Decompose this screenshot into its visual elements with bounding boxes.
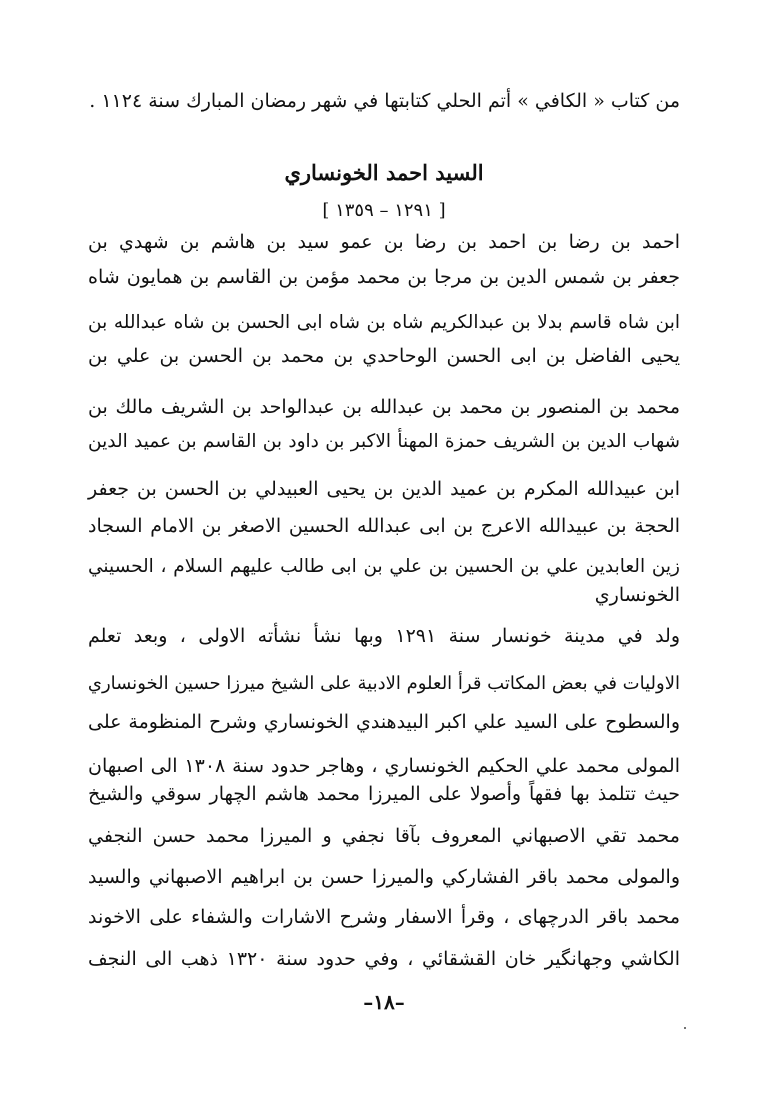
lineage-line: محمد بن المنصور بن محمد بن عبدالله بن عبدالواحد بن الشريف مالك بن — [88, 396, 680, 418]
lineage-line: الحجة بن عبيدالله الاعرج بن ابى عبدالله الحسين الاصغر بن الامام السجاد — [88, 515, 680, 537]
lineage-line: ابن عبيدالله المكرم بن عميد الدين بن يحيى العبيدلي بن الحسن بن جعفر — [88, 478, 680, 500]
lineage-line: الخونساري — [594, 584, 680, 606]
page-number: –١٨– — [363, 990, 405, 1014]
lineage-line: احمد بن رضا بن احمد بن رضا بن عمو سيد بن هاشم بن شهدي بن — [88, 231, 680, 253]
lineage-line: ابن شاه قاسم بدلا بن عبدالكريم شاه بن شاه ابى الحسن بن شاه عبدالله بن — [88, 312, 680, 333]
entry-title: السيد احمد الخونساري — [284, 160, 484, 185]
biography-line: الاوليات في بعض المكاتب قرأ العلوم الادبية على الشيخ ميرزا حسين الخونساري — [87, 673, 680, 694]
intro-line: من كتاب « الكافي » أتم الحلي كتابتها في شهر رمضان المبارك سنة ١١٢٤ . — [89, 90, 680, 112]
biography-line: والمولى محمد باقر الفشاركي والميرزا حسن بن ابراهيم الاصبهاني والسيد — [88, 866, 680, 888]
biography-line: والسطوح على السيد علي اكبر البيدهندي الخونساري وشرح المنظومة على — [88, 711, 680, 733]
lineage-line: يحيى الفاضل بن ابى الحسن الوحاحدي بن محمد بن الحسن بن علي بن — [88, 345, 680, 367]
biography-line: الكاشي وجهانگير خان القشقائي ، وفي حدود سنة ١٣٢٠ ذهب الى النجف — [88, 948, 680, 970]
lineage-line: شهاب الدين بن الشريف حمزة المهنأ الاكبر بن داود بن القاسم بن عميد الدين — [88, 431, 680, 452]
biography-line: حيث تتلمذ بها فقهاً وأصولا على الميرزا محمد هاشم الچهار سوقي والشيخ — [88, 783, 680, 805]
biography-line: محمد تقي الاصبهاني المعروف بآقا نجفي و الميرزا محمد حسن النجفي — [88, 825, 680, 847]
entry-years: [ ١٢٩١ – ١٣٥٩ ] — [322, 200, 446, 221]
biography-line: المولى محمد علي الحكيم الخونساري ، وهاجر حدود سنة ١٣٠٨ الى اصبهان — [88, 755, 680, 777]
print-speck — [684, 1027, 686, 1029]
lineage-line: زين العابدين علي بن الحسين بن علي بن ابى طالب عليهم السلام ، الحسيني — [88, 556, 680, 577]
biography-line: ولد في مدينة خونسار سنة ١٢٩١ وبها نشأ نشأته الاولى ، وبعد تعلم — [88, 625, 681, 647]
biography-line: محمد باقر الدرچهاى ، وقرأ الاسفار وشرح الاشارات والشفاء على الاخوند — [88, 906, 681, 928]
lineage-line: جعفر بن شمس الدين بن مرجا بن محمد مؤمن بن القاسم بن همايون شاه — [88, 266, 680, 288]
